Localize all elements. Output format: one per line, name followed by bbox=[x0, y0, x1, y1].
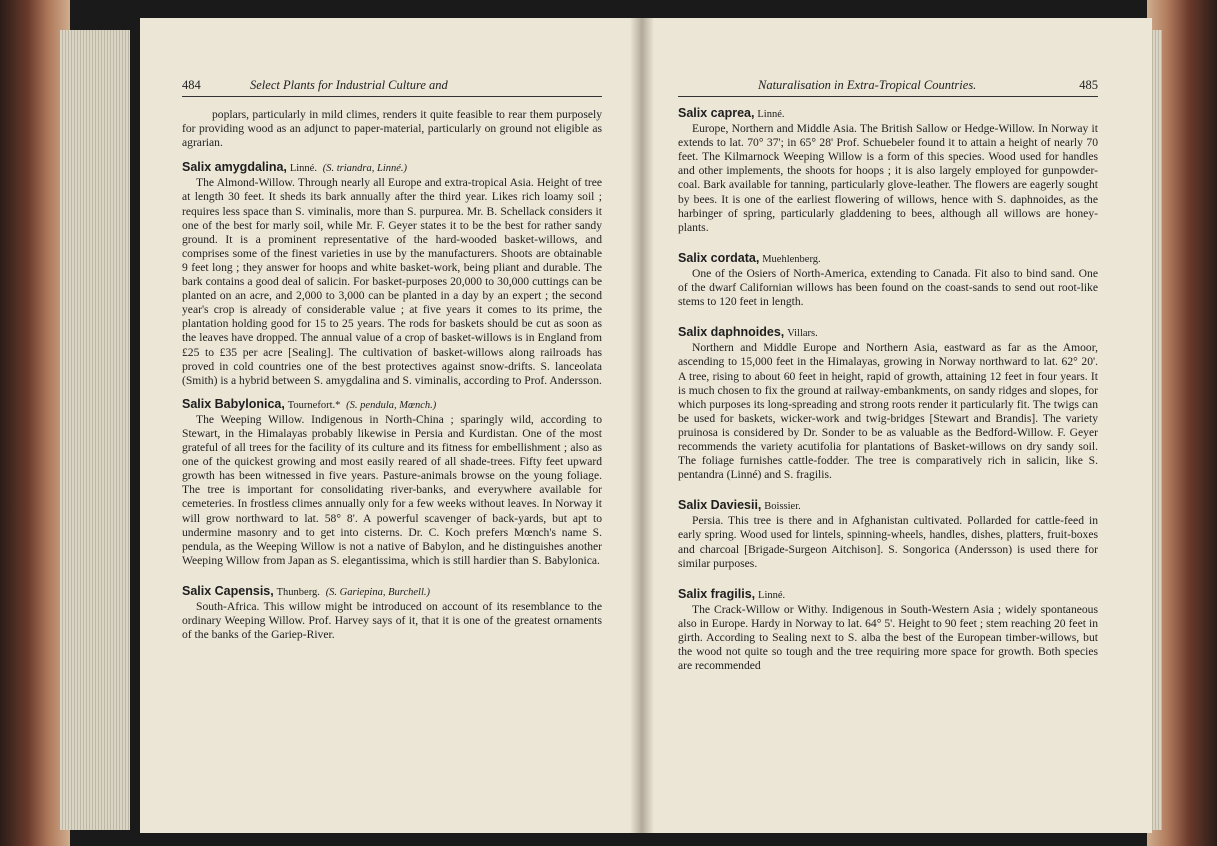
synonym: (S. triandra, Linné.) bbox=[322, 163, 408, 175]
entry-heading-salix-cordata bbox=[678, 251, 1098, 267]
entry-text-salix-capensis: South-Africa. This willow might be introduced on account of its resemblance to the ordinary Weeping Willow. Prof. Harvey says of it, that it is one of the greatest ornaments of the banks of the Gariep-River. bbox=[182, 600, 602, 642]
synonym: (S. Gariepina, Burchell.) bbox=[325, 586, 430, 598]
authority: Thunberg. bbox=[276, 586, 320, 598]
right-page-text bbox=[678, 106, 1098, 673]
left-page-text bbox=[182, 108, 602, 642]
species-name: Salix amygdalina, bbox=[182, 160, 287, 175]
authority: Muehlenberg. bbox=[762, 253, 821, 265]
authority: Linné. bbox=[758, 589, 786, 601]
left-page-number: 484 bbox=[182, 78, 201, 92]
entry-text-salix-caprea: Europe, Northern and Middle Asia. The British Sallow or Hedge-Willow. In Norway it extends to lat. 70° 37'; in 65° 28' Prof. Schuebeler found it to attain a height of nearly 70 feet. The Kilmarnock Weeping Willow is a form of this species. Wood used for handles and other implements, the shoots for hoops ; it is also largely employed for gunpowder-coal. Bark available for tanning, particularly glove-leather. The flowers are eagerly sought by bees. It is one of the earliest flowering of willows, hence with S. daphnoides, as the harbinger of spring, particularly gladdening to bees, although all willows are honey-plants. bbox=[678, 122, 1098, 234]
species-name: Salix Daviesii, bbox=[678, 498, 762, 513]
entry-heading-salix-amygdalina bbox=[182, 160, 602, 176]
entry-heading-salix-daphnoides bbox=[678, 325, 1098, 341]
authority: Linné. bbox=[289, 163, 317, 175]
left-running-title: Select Plants for Industrial Culture and bbox=[250, 78, 448, 92]
synonym: (S. pendula, Mœnch.) bbox=[346, 399, 437, 411]
authority: Tournefort.* bbox=[287, 399, 341, 411]
right-running-title: Naturalisation in Extra-Tropical Countries. bbox=[758, 78, 977, 92]
species-name: Salix Babylonica, bbox=[182, 396, 285, 411]
authority: Villars. bbox=[787, 328, 818, 340]
book-gutter-shadow bbox=[630, 18, 654, 833]
entry-text-salix-fragilis: The Crack-Willow or Withy. Indigenous in South-Western Asia ; widely spontaneous also in Europe. Hardy in Norway to lat. 64° 5'. Height to 90 feet ; stem reaching 20 feet in girth. According to Sealing next to S. alba the best of the European timber-willows, but the wood not quite so tough and the tree requiring more space for growth. Both species are recommended bbox=[678, 602, 1098, 673]
page-edges-left bbox=[60, 30, 130, 830]
species-name: Salix fragilis, bbox=[678, 586, 756, 601]
right-page bbox=[640, 18, 1152, 833]
left-header-rule bbox=[182, 96, 602, 97]
entry-heading-salix-daviesii bbox=[678, 498, 1098, 514]
species-name: Salix cordata, bbox=[678, 250, 760, 265]
species-name: Salix caprea, bbox=[678, 106, 755, 120]
entry-text-salix-amygdalina: The Almond-Willow. Through nearly all Europe and extra-tropical Asia. Height of tree at length 30 feet. It sheds its bark annually after the third year. Likes rich loamy soil ; requires less space than S. viminalis, more than S. purpurea. Mr. B. Schellack considers it one of the best for marly soil, while Mr. F. Geyer states it to be the best for rather sandy ground. It is a prominent representative of the hard-wooded basket-willows, and comprises some of the finest varieties in use by the manufacturers. Shoots are obtainable 9 feet long ; they answer for hoops and white basket-work, being pliant and durable. The bark contains a good deal of salicin. For basket-purposes 20,000 to 30,000 cuttings can be planted on an acre, and 2,000 to 3,000 can be planted in a day by an expert ; the second year's crop is already of considerable value ; at five years it comes to its prime, the plantation holding good for 15 to 25 years. The rods for baskets should be cut as soon as the leaves have dropped. The annual value of a crop of basket-willows is in England from £25 to £35 per acre [Sealing]. The cultivation of basket-willows along railroads has proved in cold countries one of the best protectives against snow-drifts. S. lanceolata (Smith) is a hybrid between S. amygdalina and S. viminalis, according to Prof. Andersson. bbox=[182, 176, 602, 387]
entry-heading-salix-caprea bbox=[678, 106, 1098, 122]
species-name: Salix Capensis, bbox=[182, 583, 274, 598]
right-page-number: 485 bbox=[1079, 78, 1098, 92]
entry-text-salix-cordata: One of the Osiers of North-America, extending to Canada. Fit also to bind sand. One of the dwarf Californian willows has been found on the coast-sands to send out root-like stems to 120 feet in length. bbox=[678, 266, 1098, 309]
authority: Boissier. bbox=[764, 501, 801, 513]
entry-text-salix-babylonica: The Weeping Willow. Indigenous in North-China ; sparingly wild, according to Stewart, in the Himalayas probably likewise in Persia and Kurdistan. One of the most grateful of all trees for the facility of its culture and its fitness for embellishment ; also as one of the quickest growing and most easily reared of all shade-trees. Fifty feet upward growth has been witnessed in five years. Pasture-animals browse on the young foliage. The tree is important for consolidating river-banks, and everywhere available for cemeteries. In frostless climes annually only for a few weeks without leaves. In Norway it will grow northward to lat. 58° 8'. A powerful scavenger of back-yards, but apt to undermine masonry and to get into cisterns. Dr. C. Koch prefers Mœnch's name S. pendula, as the Weeping Willow is not a native of Babylon, and he distinguishes another Weeping Willow from Japan as S. elegantissima, which is still hardier than S. Babylonica. bbox=[182, 412, 602, 567]
left-page bbox=[140, 18, 640, 833]
entry-heading-salix-capensis bbox=[182, 584, 602, 600]
species-name: Salix daphnoides, bbox=[678, 325, 785, 340]
entry-heading-salix-fragilis bbox=[678, 587, 1098, 603]
entry-text-salix-daphnoides: Northern and Middle Europe and Northern Asia, eastward as far as the Amoor, ascending to 15,000 feet in the Himalayas, growing in Norway northward to lat. 62° 20'. A tree, rising to about 60 feet in height, rapid of growth, attaining 12 feet in four years. It is much chosen to fix the ground at railway-embankments, on sandy ridges and slopes, for which purposes its long-spreading and strong roots render it particularly fit. The twigs can be used for baskets, wicker-work and twig-bridges [Stewart and Brandis]. The variety pruinosa is considered by Dr. Sonder to be as valuable as the Bedford-Willow. F. Geyer recommends the variety acutifolia for plantations of Basket-willows on dry sandy soil. The foliage furnishes cattle-fodder. The tree is comparatively rich in salicin, like S. pentandra (Linné) and S. fragilis. bbox=[678, 341, 1098, 482]
entry-heading-salix-babylonica bbox=[182, 397, 602, 413]
entry-text-salix-daviesii: Persia. This tree is there and in Afghanistan cultivated. Pollarded for cattle-feed in early spring. Wood used for lintels, spinning-wheels, handles, dishes, platters, fruit-boxes and charcoal [Brigade-Surgeon Aitchison]. S. Songorica (Andersson) is used there for similar purposes. bbox=[678, 514, 1098, 570]
authority: Linné. bbox=[757, 109, 785, 120]
left-intro-paragraph: poplars, particularly in mild climes, renders it quite feasible to rear them purposely for providing wood as an adjunct to paper-material, particularly on ground not eligible as agrarian. bbox=[182, 108, 602, 150]
right-header-rule bbox=[678, 96, 1098, 97]
